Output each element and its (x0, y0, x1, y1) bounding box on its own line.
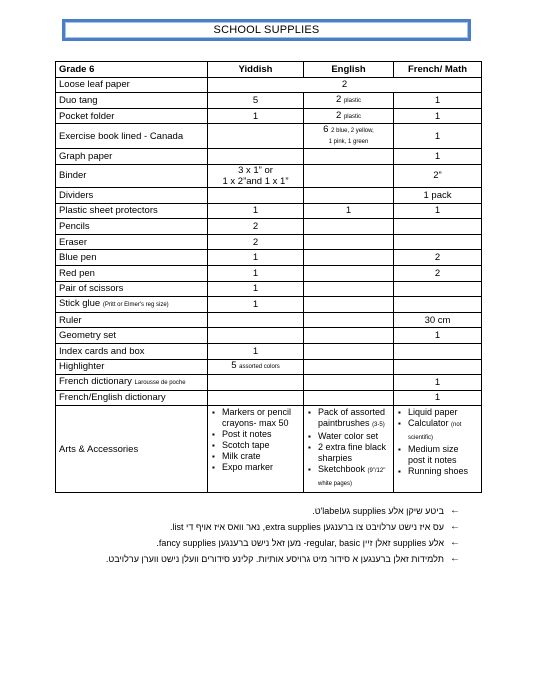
item-cell (56, 234, 208, 250)
french-math-cell: 30 cm (394, 312, 482, 328)
list-item: ▪ Markers or pencil crayons- max 50 (222, 407, 300, 429)
english-value: 1 (345, 205, 352, 217)
title-banner (62, 19, 471, 41)
item-note: (Pritt or Elmer's reg size) (102, 301, 169, 308)
item-cell (56, 250, 208, 266)
note-item: ← ביטע שיקן אלע supplies געlabel'ט. (100, 503, 460, 519)
table-row (56, 343, 482, 359)
yiddish-cell (208, 164, 304, 187)
arrow-left-icon: ← (450, 537, 460, 548)
list-item-text: Liquid paper (408, 407, 458, 418)
table-row (56, 328, 482, 344)
list-item-note: (3-5) (372, 422, 385, 429)
yiddish-cell (208, 93, 304, 109)
item-cell (56, 203, 208, 219)
english-value: 2 (336, 109, 342, 121)
list-item (408, 418, 478, 444)
yiddish-value: 5 (252, 94, 259, 106)
item-cell (56, 149, 208, 165)
english-note: plastic (343, 97, 361, 104)
list-item (408, 444, 478, 466)
yiddish-cell (208, 265, 304, 281)
french-math-cell (394, 359, 482, 375)
item-label: Blue pen (59, 252, 97, 264)
table-row (56, 77, 482, 93)
bullet-list (307, 407, 390, 490)
item-label: Stick glue (59, 297, 101, 309)
item-label: Index cards and box (59, 345, 145, 357)
english-cell (304, 164, 394, 187)
yiddish-cell (208, 375, 304, 391)
header-english: English (304, 62, 394, 78)
yiddish-cell (208, 187, 304, 203)
yiddish-value: 5 (231, 360, 237, 372)
header-row (56, 62, 482, 78)
item-cell (56, 343, 208, 359)
french-math-cell (394, 281, 482, 297)
table-row (56, 187, 482, 203)
english-value: 6 (323, 124, 329, 136)
english-cell (304, 234, 394, 250)
supplies-table (55, 61, 482, 493)
english-cell (304, 219, 394, 235)
list-item-text: Sketchbook (318, 464, 366, 475)
english-cell (304, 390, 394, 406)
item-cell (56, 390, 208, 406)
arts-english-cell (304, 406, 394, 493)
english-note: 2 blue, 2 yellow, (331, 128, 374, 135)
yiddish-cell (208, 343, 304, 359)
item-cell (56, 328, 208, 344)
note-item: ← עס איז נישט ערלויבט צו ברענגען extra supplies, נאר וואס איז אויף די list. (100, 519, 460, 535)
yiddish-cell (208, 312, 304, 328)
item-note: Larousse de poche (134, 379, 186, 386)
table-row (56, 250, 482, 266)
list-item (318, 442, 390, 464)
item-label: Exercise book lined - Canada (59, 130, 184, 142)
item-cell (56, 124, 208, 149)
english-cell (304, 149, 394, 165)
arrow-left-icon: ← (450, 505, 460, 516)
item-cell (56, 281, 208, 297)
header-yiddish: Yiddish (208, 62, 304, 78)
table-row (56, 359, 482, 375)
yiddish-cell (208, 281, 304, 297)
list-item-text: Pack of assorted paintbrushes (318, 407, 386, 429)
item-label: Dividers (59, 189, 94, 201)
header-french-math: French/ Math (394, 62, 482, 78)
header-grade: Grade 6 (56, 62, 208, 78)
arts-yiddish-cell (208, 406, 304, 493)
list-item-text: Running shoes (408, 466, 469, 477)
yiddish-cell (208, 250, 304, 266)
item-label: Graph paper (59, 151, 113, 163)
yiddish-cell (208, 297, 304, 313)
arts-label: Arts & Accessories (56, 406, 208, 493)
item-label: French dictionary (59, 375, 132, 387)
yiddish-value: 1 (252, 205, 259, 217)
bullet-list (211, 407, 300, 473)
item-label: Pair of scissors (59, 283, 124, 295)
item-cell (56, 187, 208, 203)
yiddish-cell (208, 234, 304, 250)
item-cell (56, 77, 208, 93)
item-label: Red pen (59, 267, 95, 279)
french-math-cell: 1 (394, 375, 482, 391)
item-label: French/English dictionary (59, 392, 166, 404)
yiddish-cell (208, 124, 304, 149)
yiddish-value: 1 (252, 345, 259, 357)
bullet-list (397, 407, 478, 477)
yiddish-value: 1 (252, 110, 259, 122)
list-item (318, 431, 390, 442)
table-row (56, 312, 482, 328)
item-label: Eraser (59, 236, 87, 248)
english-note: 1 pink, 1 green (328, 139, 369, 146)
french-math-cell: 1 pack (394, 187, 482, 203)
yiddish-cell (208, 359, 304, 375)
french-math-cell (394, 297, 482, 313)
item-label: Pocket folder (59, 110, 115, 122)
yiddish-cell (208, 203, 304, 219)
arrow-left-icon: ← (450, 521, 460, 532)
yiddish-value: 1 (252, 283, 259, 295)
table-row (56, 234, 482, 250)
french-math-cell: 1 (394, 328, 482, 344)
span-value-cell: 2 (208, 77, 482, 93)
item-label: Loose leaf paper (59, 79, 130, 91)
item-cell (56, 265, 208, 281)
english-cell (304, 250, 394, 266)
yiddish-line: 1 x 2”and 1 x 1” (222, 175, 289, 187)
english-cell (304, 187, 394, 203)
french-math-cell: 2” (394, 164, 482, 187)
page-title: SCHOOL SUPPLIES (213, 24, 320, 36)
list-item (408, 466, 478, 477)
item-cell (56, 297, 208, 313)
english-cell (304, 297, 394, 313)
item-cell (56, 312, 208, 328)
french-math-cell: 2 (394, 250, 482, 266)
item-label: Binder (59, 170, 87, 182)
note-item: ← תלמידות זאלן ברענגען א סידור מיט גרויסע אותיות. קלינע סידורים וועלן נישט ווערן ערלויבט. (100, 551, 460, 567)
yiddish-cell (208, 390, 304, 406)
french-math-cell: 1 (394, 203, 482, 219)
table-row (56, 149, 482, 165)
yiddish-value: 2 (252, 220, 259, 232)
yiddish-value: 1 (252, 267, 259, 279)
yiddish-line: 3 x 1” or (238, 164, 273, 176)
notes-list (100, 503, 460, 567)
list-item: ▪ Scotch tape (222, 440, 300, 451)
list-item (318, 464, 390, 490)
yiddish-value: 2 (252, 236, 259, 248)
english-value: 2 (336, 93, 342, 105)
arts-row (56, 406, 482, 493)
list-item-text: Medium size post it notes (408, 444, 459, 466)
english-cell (304, 203, 394, 219)
item-cell (56, 219, 208, 235)
table-row (56, 265, 482, 281)
list-item-text: Calculator (408, 418, 449, 429)
english-cell (304, 93, 394, 109)
yiddish-cell (208, 219, 304, 235)
english-cell (304, 375, 394, 391)
table-row (56, 281, 482, 297)
item-cell (56, 93, 208, 109)
table-row (56, 297, 482, 313)
yiddish-cell (208, 149, 304, 165)
list-item: ▪ Milk crate (222, 451, 300, 462)
french-math-cell: 1 (394, 390, 482, 406)
item-label: Duo tang (59, 94, 98, 106)
list-item (318, 407, 390, 431)
yiddish-note: assorted colors (239, 364, 280, 371)
item-cell (56, 108, 208, 124)
item-cell (56, 359, 208, 375)
english-cell (304, 265, 394, 281)
yiddish-value: 1 (252, 252, 259, 264)
english-cell (304, 124, 394, 149)
french-math-cell: 2 (394, 265, 482, 281)
table-row (56, 93, 482, 109)
item-cell (56, 164, 208, 187)
arts-french-cell (394, 406, 482, 493)
table-row (56, 375, 482, 391)
french-math-cell (394, 343, 482, 359)
yiddish-cell (208, 328, 304, 344)
list-item (408, 407, 478, 418)
english-cell (304, 343, 394, 359)
french-math-cell (394, 219, 482, 235)
list-item: ▪ Post it notes (222, 429, 300, 440)
table-row (56, 108, 482, 124)
item-label: Pencils (59, 220, 90, 232)
item-cell (56, 375, 208, 391)
list-item: ▪ Expo marker (222, 462, 300, 473)
list-item-note: (not scientific) (408, 422, 462, 442)
arrow-left-icon: ← (450, 553, 460, 564)
table-row (56, 164, 482, 187)
table-row (56, 219, 482, 235)
item-label: Plastic sheet protectors (59, 205, 158, 217)
french-math-cell: 1 (394, 108, 482, 124)
table-row (56, 203, 482, 219)
english-note: plastic (343, 113, 361, 120)
french-math-cell: 1 (394, 124, 482, 149)
table-row (56, 390, 482, 406)
list-item-text: 2 extra fine black sharpies (318, 442, 387, 464)
english-cell (304, 281, 394, 297)
list-item-note: (9”/12" white pages) (318, 468, 386, 488)
english-cell (304, 328, 394, 344)
note-item: ← אלע supplies זאלן זיין regular, basic- מען זאל נישט ברענגען fancy supplies. (100, 535, 460, 551)
yiddish-cell (208, 108, 304, 124)
item-label: Ruler (59, 314, 82, 326)
list-item-text: Water color set (318, 431, 379, 442)
french-math-cell: 1 (394, 93, 482, 109)
english-cell (304, 108, 394, 124)
yiddish-value: 1 (252, 298, 259, 310)
french-math-cell (394, 234, 482, 250)
item-label: Highlighter (59, 361, 105, 373)
english-cell (304, 359, 394, 375)
table-row (56, 124, 482, 149)
item-label: Geometry set (59, 330, 117, 342)
french-math-cell: 1 (394, 149, 482, 165)
english-cell (304, 312, 394, 328)
